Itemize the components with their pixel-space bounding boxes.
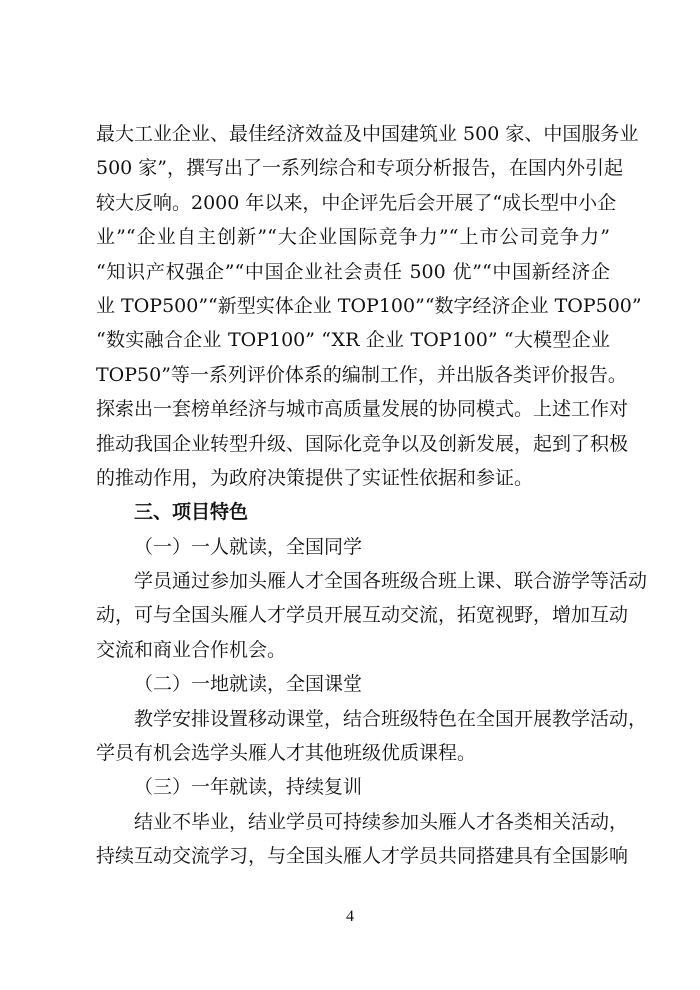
paragraph-line: 的推动作用，为政府决策提供了实证性依据和参证。 (96, 466, 534, 489)
paragraph-line: TOP50”等一系列评价体系的编制工作，并出版各类评价报告。 (96, 363, 627, 386)
paragraph-line: 学员有机会选学头雁人才其他班级优质课程。 (96, 742, 477, 765)
paragraph-line: 500 家”，撰写出了一系列综合和专项分析报告，在国内外引起 (96, 157, 624, 180)
subsection-heading: （一）一人就读，全国同学 (134, 535, 363, 558)
paragraph-line: “知识产权强企”“中国企业社会责任 500 优”“中国新经济企 (96, 260, 610, 283)
paragraph-line: 探索出一套榜单经济与城市高质量发展的协同模式。上述工作对 (96, 398, 629, 421)
paragraph-line: 持续互动交流学习，与全国头雁人才学员共同搭建具有全国影响 (96, 845, 629, 868)
paragraph-line: 业 TOP500”“新型实体企业 TOP100”“数字经济企业 TOP500” (96, 294, 642, 317)
paragraph-line: 交流和商业合作机会。 (96, 638, 287, 661)
paragraph-line: 结业不毕业，结业学员可持续参加头雁人才各类相关活动， (134, 810, 629, 833)
paragraph-line: 最大工业企业、最佳经济效益及中国建筑业 500 家、中国服务业 (96, 123, 639, 145)
paragraph-line: 教学安排设置移动课堂，结合班级特色在全国开展教学活动， (134, 707, 648, 730)
paragraph-line: 业”“企业自主创新”“大企业国际竞争力”“上市公司竞争力” (96, 226, 610, 249)
paragraph-line: 较大反响。2000 年以来，中企评先后会开展了“成长型中小企 (96, 191, 617, 214)
paragraph-line: 动，可与全国头雁人才学员开展互动交流，拓宽视野，增加互动 (96, 604, 629, 627)
subsection-heading: （三）一年就读，持续复训 (134, 776, 363, 799)
page-number: 4 (346, 908, 354, 925)
section-heading: 三、项目特色 (134, 501, 249, 524)
paragraph-line: 学员通过参加头雁人才全国各班级合班上课、联合游学等活动 (134, 570, 648, 593)
subsection-heading: （二）一地就读，全国课堂 (134, 673, 363, 696)
paragraph-line: 推动我国企业转型升级、国际化竞争以及创新发展，起到了积极 (96, 432, 629, 455)
paragraph-line: “数实融合企业 TOP100” “XR 企业 TOP100” “大模型企业 (96, 329, 610, 352)
page-content (96, 117, 648, 874)
